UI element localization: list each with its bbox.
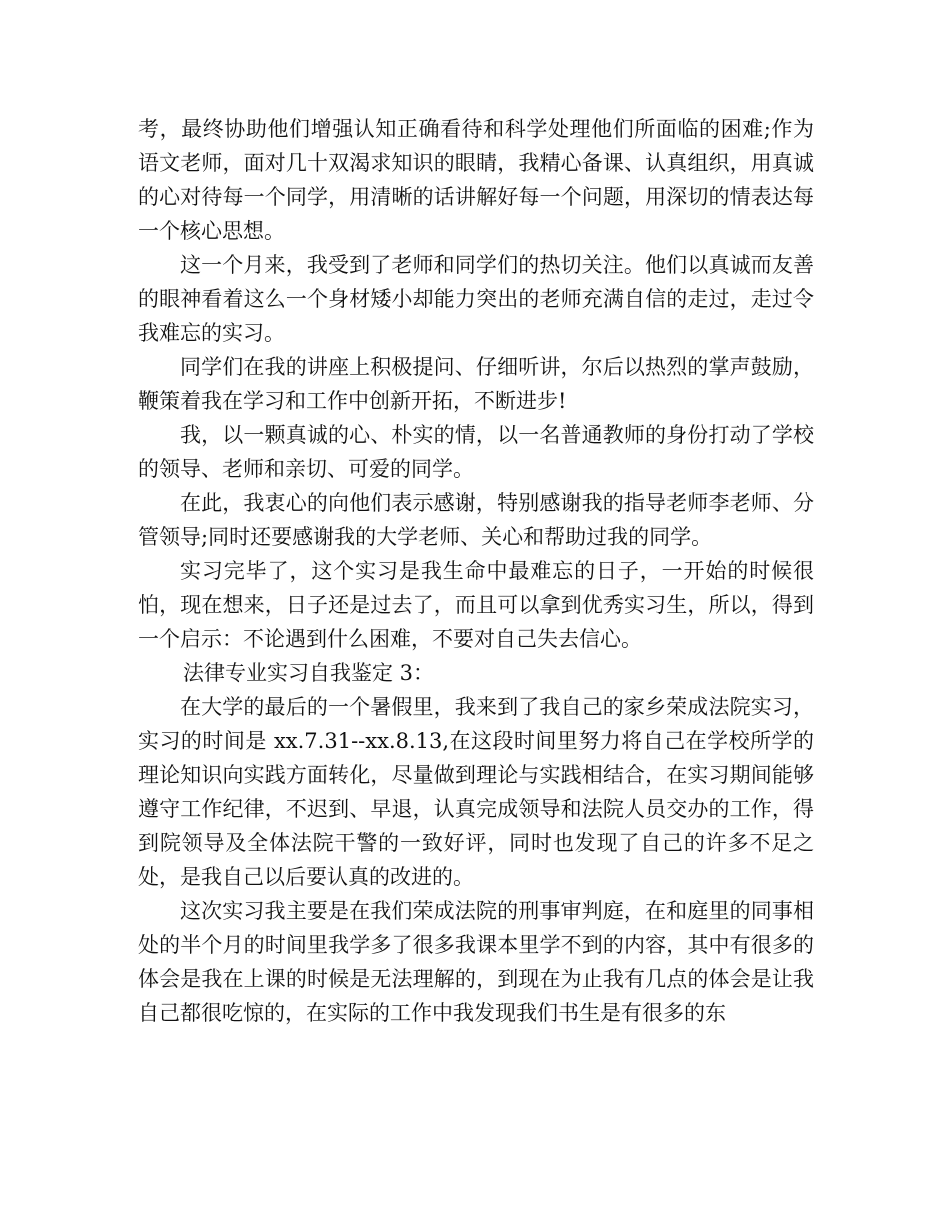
document-body <box>138 112 814 1030</box>
paragraph-thanks: 在此，我衷心的向他们表示感谢，特别感谢我的指导老师李老师、分管领导;同时还要感谢我的大学老师、关心和帮助过我的同学。 <box>138 491 814 549</box>
paragraph-conclusion: 实习完毕了，这个实习是我生命中最难忘的日子，一开始的时候很怕，现在想来，日子还是过去了，而且可以拿到优秀实习生，所以，得到一个启示：不论遇到什么困难，不要对自己失去信心。 <box>138 559 814 651</box>
paragraph-sincere-heart: 我，以一颗真诚的心、朴实的情，以一名普通教师的身份打动了学校的领导、老师和亲切、可爱的同学。 <box>138 423 814 481</box>
paragraph-criminal-court: 这次实习我主要是在我们荣成法院的刑事审判庭，在和庭里的同事相处的半个月的时间里我学多了很多我课本里学不到的内容，其中有很多的体会是我在上课的时候是无法理解的，到现在为止我有几点的体会是让我自己都很吃惊的，在实际的工作中我发现我们书生是有很多的东 <box>138 899 814 1025</box>
section-heading: 法律专业实习自我鉴定 3： <box>183 661 435 685</box>
paragraph-students: 同学们在我的讲座上积极提问、仔细听讲，尔后以热烈的掌声鼓励，鞭策着我在学习和工作中创新开拓，不断进步! <box>138 355 814 413</box>
paragraph-continuation: 考，最终协助他们增强认知正确看待和科学处理他们所面临的困难;作为语文老师，面对几十双渴求知识的眼睛，我精心备课、认真组织，用真诚的心对待每一个同学，用清晰的话讲解好每一个问题，用深切的情表达每一个核心思想。 <box>138 117 814 243</box>
paragraph-internship-intro: 在大学的最后的一个暑假里，我来到了我自己的家乡荣成法院实习，实习的时间是 xx.7.31--xx.8.13,在这段时间里努力将自己在学校所学的理论知识向实践方面转化，尽量做到理论与实践相结合，在实习期间能够遵守工作纪律，不迟到、早退，认真完成领导和法院人员交办的工作，得到院领导及全体法院干警的一致好评，同时也发现了自己的许多不足之处，是我自己以后要认真的改进的。 <box>138 695 814 889</box>
paragraph-attention: 这一个月来，我受到了老师和同学们的热切关注。他们以真诚而友善的眼神看着这么一个身材矮小却能力突出的老师充满自信的走过，走过令我难忘的实习。 <box>138 253 814 345</box>
